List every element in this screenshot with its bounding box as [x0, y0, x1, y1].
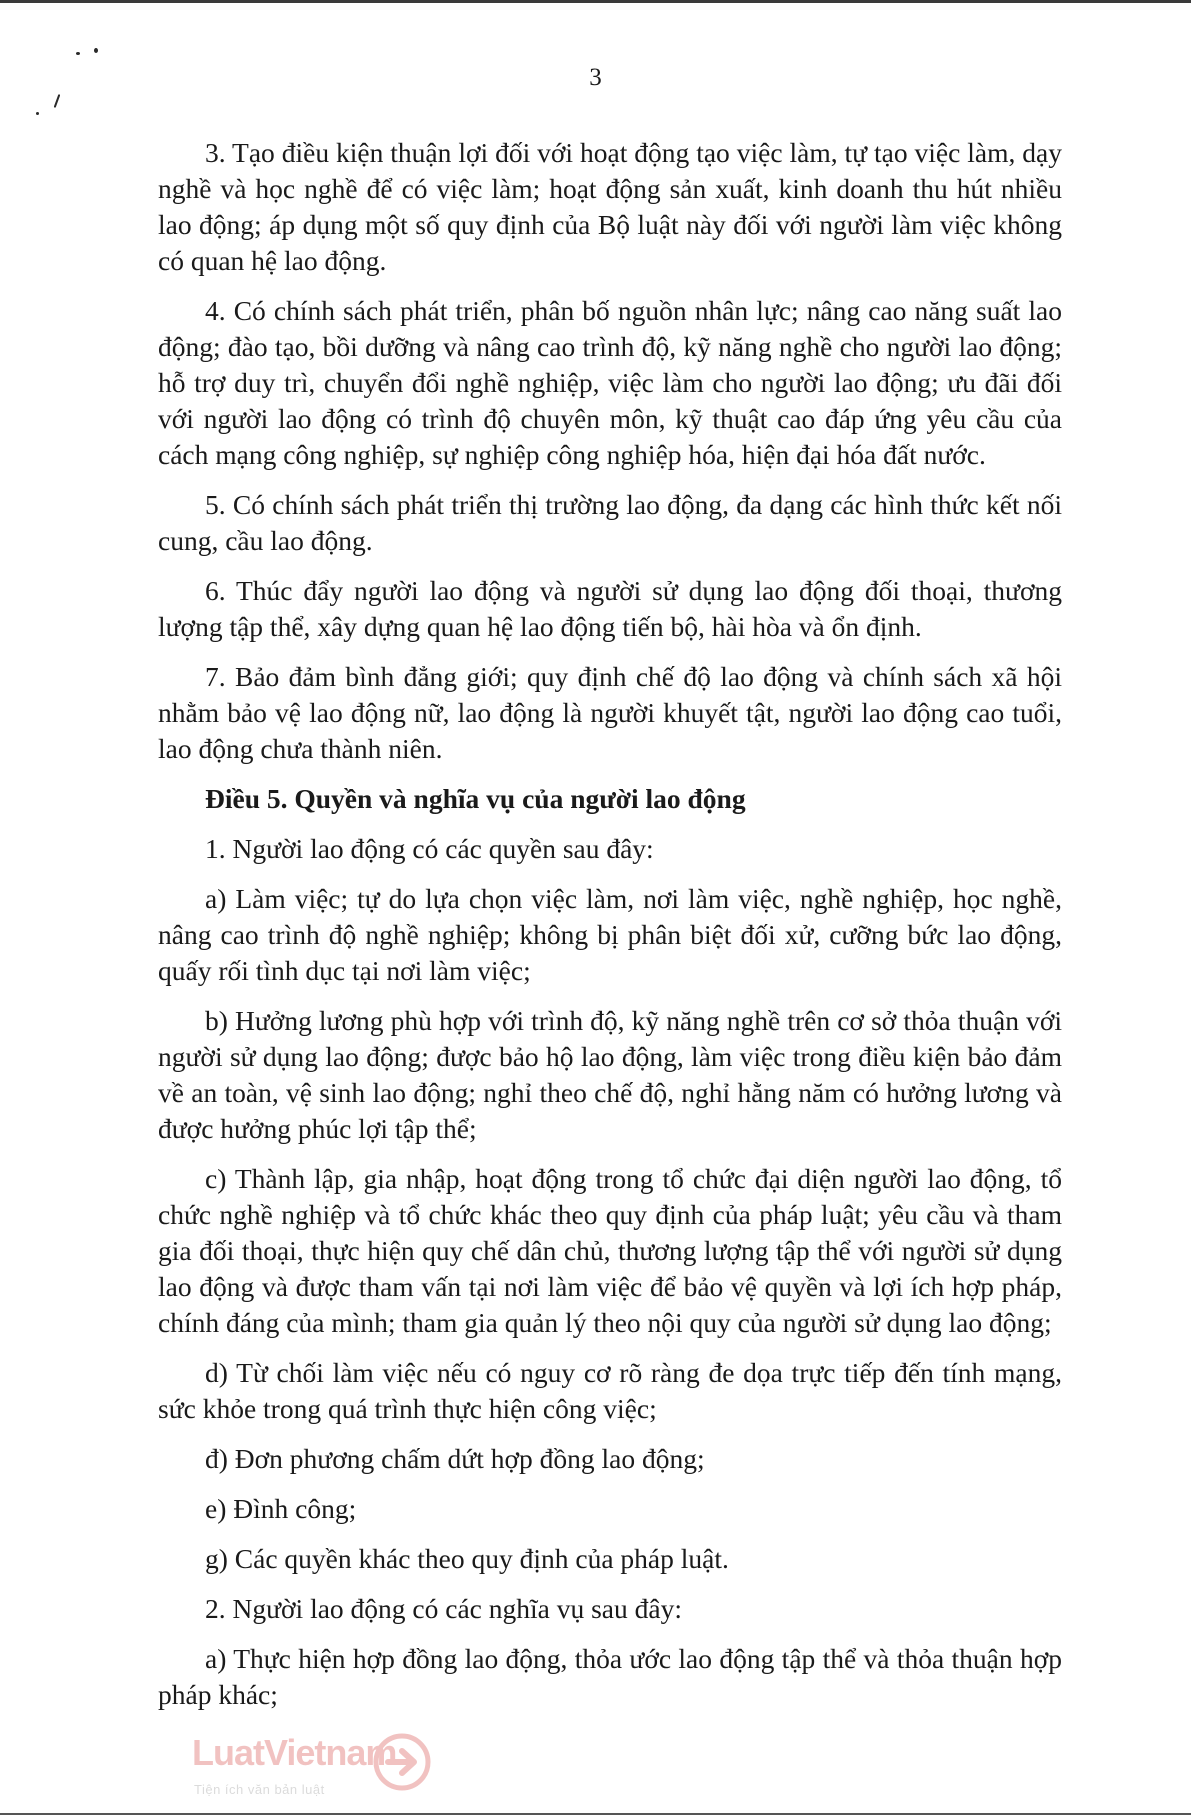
paragraph: 1. Người lao động có các quyền sau đây:	[205, 833, 654, 864]
article-heading: Điều 5. Quyền và nghĩa vụ của người lao động	[205, 783, 746, 814]
paragraph: 7. Bảo đảm bình đẳng giới; quy định chế độ lao động và chính sách xã hội nhằm bảo vệ lao động nữ, lao động là người khuyết tật, người lao động cao tuổi, lao động chưa thành niên.	[158, 661, 1062, 764]
paragraph: c) Thành lập, gia nhập, hoạt động trong tổ chức đại diện người lao động, tổ chức nghề nghiệp và tổ chức khác theo quy định của pháp luật; yêu cầu và tham gia đối thoại, thực hiện quy chế dân chủ, thương lượng tập thể với người sử dụng lao động và được tham vấn tại nơi làm việc để bảo vệ quyền và lợi ích hợp pháp, chính đáng của mình; tham gia quản lý theo nội quy của người sử dụng lao động;	[158, 1163, 1062, 1338]
watermark-tagline: Tiện ích văn bản luật	[194, 1782, 325, 1797]
scan-speck	[76, 52, 80, 55]
paragraph: 3. Tạo điều kiện thuận lợi đối với hoạt động tạo việc làm, tự tạo việc làm, dạy nghề và học nghề để có việc làm; hoạt động sản xuất, kinh doanh thu hút nhiều lao động; áp dụng một số quy định của Bộ luật này đối với người làm việc không có quan hệ lao động.	[158, 137, 1062, 276]
paragraph: đ) Đơn phương chấm dứt hợp đồng lao động;	[205, 1443, 705, 1474]
paragraph: 4. Có chính sách phát triển, phân bố nguồn nhân lực; nâng cao năng suất lao động; đào tạo, bồi dưỡng và nâng cao trình độ, kỹ năng nghề cho người lao động; hỗ trợ duy trì, chuyển đổi nghề nghiệp, việc làm cho người lao động; ưu đãi đối với người lao động có trình độ chuyên môn, kỹ thuật cao đáp ứng yêu cầu của cách mạng công nghiệp, sự nghiệp công nghiệp hóa, hiện đại hóa đất nước.	[158, 295, 1062, 470]
paragraph: e) Đình công;	[205, 1493, 357, 1524]
watermark-brand: LuatVietnam	[192, 1732, 397, 1773]
scan-speck	[94, 48, 98, 53]
paragraph: 5. Có chính sách phát triển thị trường lao động, đa dạng các hình thức kết nối cung, cầu lao động.	[158, 489, 1062, 556]
paragraph: g) Các quyền khác theo quy định của pháp luật.	[205, 1543, 729, 1574]
top-border-line	[0, 0, 1191, 3]
paragraph: 6. Thúc đẩy người lao động và người sử dụng lao động đối thoại, thương lượng tập thể, xây dựng quan hệ lao động tiến bộ, hài hòa và ổn định.	[158, 575, 1062, 642]
scan-speck	[54, 94, 61, 108]
page-number: 3	[589, 64, 602, 91]
document-body	[158, 135, 1062, 1727]
arrow-right-icon	[372, 1732, 432, 1792]
scan-speck	[36, 112, 39, 115]
paragraph: a) Làm việc; tự do lựa chọn việc làm, nơi làm việc, nghề nghiệp, học nghề, nâng cao trình độ nghề nghiệp; không bị phân biệt đối xử, cưỡng bức lao động, quấy rối tình dục tại nơi làm việc;	[158, 883, 1062, 986]
paragraph: d) Từ chối làm việc nếu có nguy cơ rõ ràng đe dọa trực tiếp đến tính mạng, sức khỏe trong quá trình thực hiện công việc;	[158, 1357, 1062, 1424]
luatvietnam-watermark	[192, 1732, 452, 1802]
paragraph: 2. Người lao động có các nghĩa vụ sau đây:	[205, 1593, 682, 1624]
paragraph: a) Thực hiện hợp đồng lao động, thỏa ước lao động tập thể và thỏa thuận hợp pháp khác;	[158, 1643, 1062, 1710]
paragraph: b) Hưởng lương phù hợp với trình độ, kỹ năng nghề trên cơ sở thỏa thuận với người sử dụng lao động; được bảo hộ lao động, làm việc trong điều kiện bảo đảm về an toàn, vệ sinh lao động; nghỉ theo chế độ, nghỉ hằng năm có hưởng lương và được hưởng phúc lợi tập thể;	[158, 1005, 1062, 1144]
